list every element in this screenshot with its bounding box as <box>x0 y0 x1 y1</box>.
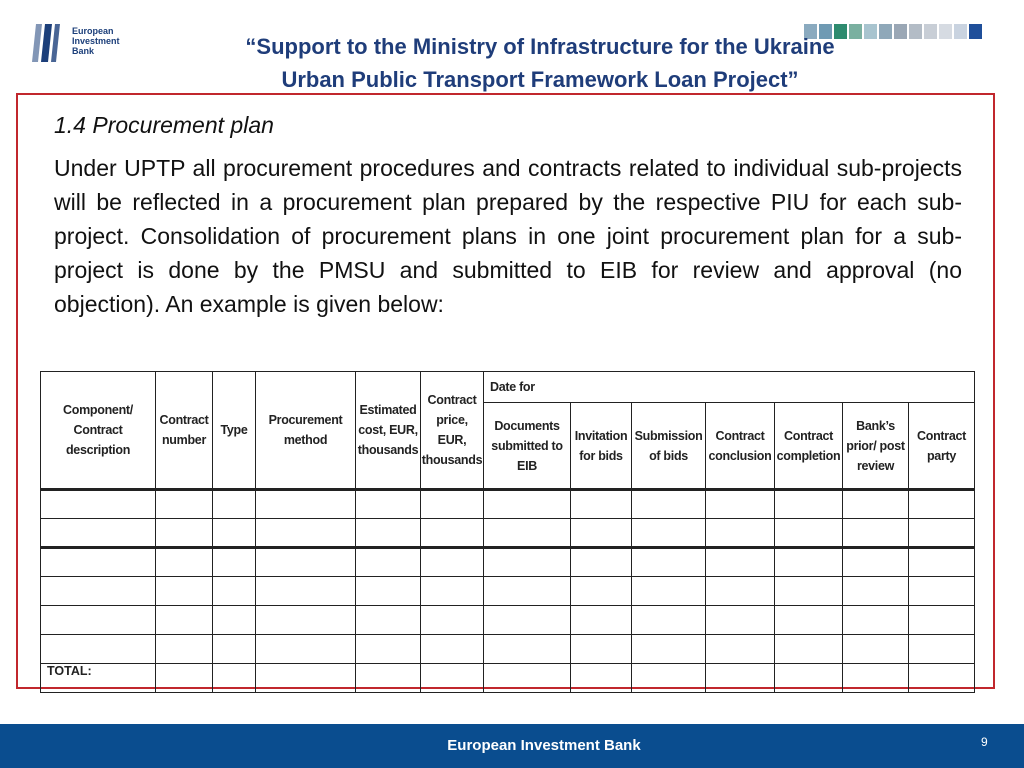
table-cell <box>256 548 356 577</box>
table-row <box>41 490 975 519</box>
table-cell <box>571 548 632 577</box>
decorative-square <box>954 24 967 39</box>
table-cell <box>356 606 421 635</box>
table-cell <box>41 606 156 635</box>
table-cell <box>484 577 571 606</box>
table-cell <box>356 490 421 519</box>
table-cell <box>775 548 843 577</box>
table-cell <box>632 577 706 606</box>
table-cell <box>706 548 775 577</box>
decorative-square <box>939 24 952 39</box>
footer-bar <box>0 724 1024 768</box>
table-cell <box>706 490 775 519</box>
table-row <box>41 635 975 664</box>
procurement-plan-table <box>40 371 975 693</box>
table-cell <box>571 606 632 635</box>
table-cell <box>421 548 484 577</box>
col-header-submission-of-bids: Submission of bids <box>632 403 706 490</box>
table-cell <box>156 635 213 664</box>
page-number: 9 <box>981 735 988 749</box>
table-cell <box>909 577 975 606</box>
col-header-invitation-for-bids: Invitation for bids <box>571 403 632 490</box>
table-cell <box>706 635 775 664</box>
table-cell <box>775 664 843 693</box>
col-header-contract-party: Contract party <box>909 403 975 490</box>
table-cell <box>632 490 706 519</box>
table-cell <box>775 606 843 635</box>
col-header-documents-submitted: Documents submitted to EIB <box>484 403 571 490</box>
table-cell <box>571 490 632 519</box>
table-cell <box>41 577 156 606</box>
col-header-contract-conclusion: Contract conclusion <box>706 403 775 490</box>
slide-title <box>140 30 940 96</box>
table-cell <box>484 606 571 635</box>
total-row <box>41 664 975 693</box>
table-cell <box>156 548 213 577</box>
table-cell <box>632 548 706 577</box>
table-cell <box>484 490 571 519</box>
eib-logo <box>30 24 140 66</box>
table-cell <box>632 635 706 664</box>
col-header-component: Component/ Contract description <box>41 372 156 490</box>
table-cell <box>706 577 775 606</box>
table-cell <box>909 635 975 664</box>
table-cell <box>356 664 421 693</box>
table-cell <box>484 548 571 577</box>
total-label: TOTAL: <box>41 664 156 693</box>
table-cell <box>843 635 909 664</box>
table-cell <box>421 577 484 606</box>
table-cell <box>706 519 775 548</box>
table-cell <box>843 519 909 548</box>
section-body-text: Under UPTP all procurement procedures and contracts related to individual sub-projects will be reflected in a procurement plan prepared by the respective PIU for each sub-project. Consolidation of procurement plans in one joint procurement plan for a sub-project is done by the PMSU and submitted to EIB for review and approval (no objection). An example is given below: <box>54 155 962 317</box>
table-cell <box>843 606 909 635</box>
table-cell <box>632 664 706 693</box>
table-cell <box>843 664 909 693</box>
table-body <box>41 490 975 693</box>
table-cell <box>484 664 571 693</box>
table-cell <box>213 664 256 693</box>
section-heading: 1.4 Procurement plan <box>54 112 274 138</box>
table-cell <box>632 519 706 548</box>
table-cell <box>256 577 356 606</box>
col-header-estimated-cost: Estimated cost, EUR, thousands <box>356 372 421 490</box>
table-cell <box>213 635 256 664</box>
col-header-contract-number: Contract number <box>156 372 213 490</box>
table-cell <box>41 635 156 664</box>
table-cell <box>775 635 843 664</box>
table-cell <box>421 606 484 635</box>
table-row <box>41 519 975 548</box>
table-cell <box>356 635 421 664</box>
table-cell <box>775 577 843 606</box>
table-cell <box>256 490 356 519</box>
table-cell <box>213 548 256 577</box>
table-cell <box>156 490 213 519</box>
table-cell <box>909 664 975 693</box>
col-header-bank-review: Bank’s prior/ post review <box>843 403 909 490</box>
table-cell <box>41 519 156 548</box>
table-cell <box>571 664 632 693</box>
table-cell <box>706 664 775 693</box>
table-cell <box>909 606 975 635</box>
col-header-procurement-method: Procurement method <box>256 372 356 490</box>
table-cell <box>775 519 843 548</box>
table-cell <box>256 635 356 664</box>
table-cell <box>213 519 256 548</box>
table-cell <box>256 606 356 635</box>
table-cell <box>909 490 975 519</box>
table-cell <box>484 635 571 664</box>
table-cell <box>156 519 213 548</box>
table-row <box>41 606 975 635</box>
table-cell <box>421 664 484 693</box>
table-cell <box>156 664 213 693</box>
eib-logo-text: European Investment Bank <box>72 26 120 56</box>
table-cell <box>909 548 975 577</box>
table-cell <box>41 548 156 577</box>
table-cell <box>421 519 484 548</box>
col-header-contract-completion: Contract completion <box>775 403 843 490</box>
table-cell <box>909 519 975 548</box>
table-cell <box>256 664 356 693</box>
table-cell <box>843 490 909 519</box>
table-cell <box>843 548 909 577</box>
footer-label: European Investment Bank <box>447 737 641 754</box>
slide-title-line-1: “Support to the Ministry of Infrastructure for the Ukraine <box>245 34 835 59</box>
table-cell <box>571 519 632 548</box>
table-cell <box>256 519 356 548</box>
table-cell <box>356 519 421 548</box>
table-cell <box>421 635 484 664</box>
col-header-contract-price: Contract price, EUR, thousands <box>421 372 484 490</box>
table-cell <box>356 548 421 577</box>
table-cell <box>41 490 156 519</box>
table-cell <box>156 577 213 606</box>
table-cell <box>843 577 909 606</box>
table-cell <box>213 577 256 606</box>
col-group-date-for: Date for <box>484 372 975 403</box>
table-row <box>41 548 975 577</box>
slide-title-line-2: Urban Public Transport Framework Loan Project” <box>281 67 799 92</box>
table-cell <box>706 606 775 635</box>
table-cell <box>213 606 256 635</box>
table-cell <box>156 606 213 635</box>
table-cell <box>775 490 843 519</box>
table-cell <box>571 577 632 606</box>
table-cell <box>632 606 706 635</box>
table-cell <box>213 490 256 519</box>
table-cell <box>484 519 571 548</box>
decorative-square <box>969 24 982 39</box>
table-cell <box>571 635 632 664</box>
table-row <box>41 577 975 606</box>
table-cell <box>356 577 421 606</box>
col-header-type: Type <box>213 372 256 490</box>
table-cell <box>421 490 484 519</box>
